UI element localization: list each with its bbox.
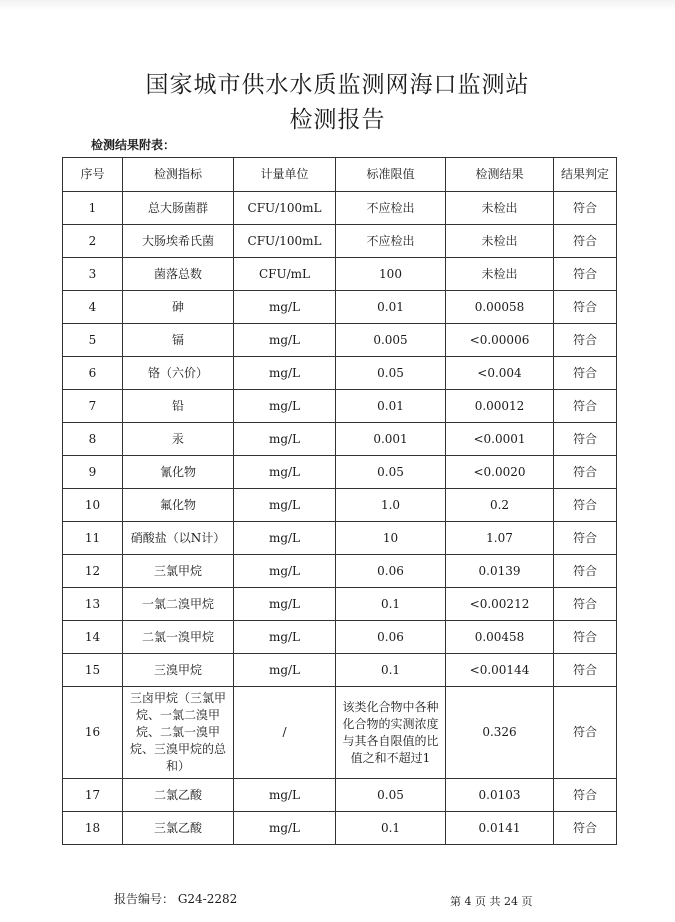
table-row bbox=[63, 456, 617, 489]
cell-unit: mg/L bbox=[234, 621, 336, 654]
cell-result: 0.0103 bbox=[446, 779, 554, 812]
cell-indicator: 三卤甲烷（三氯甲烷、一氯二溴甲烷、二氯一溴甲烷、三溴甲烷的总和） bbox=[123, 687, 234, 779]
cell-result: 1.07 bbox=[446, 522, 554, 555]
cell-unit: mg/L bbox=[234, 324, 336, 357]
cell-judgement: 符合 bbox=[554, 779, 617, 812]
cell-limit: 0.01 bbox=[336, 291, 446, 324]
cell-unit: mg/L bbox=[234, 423, 336, 456]
cell-result: 0.0139 bbox=[446, 555, 554, 588]
report-subtitle: 检测报告 bbox=[289, 107, 386, 133]
table-header-row bbox=[63, 158, 617, 192]
cell-judgement: 符合 bbox=[554, 588, 617, 621]
cell-limit: 0.1 bbox=[336, 654, 446, 687]
cell-unit: CFU/mL bbox=[234, 258, 336, 291]
cell-unit: mg/L bbox=[234, 812, 336, 845]
scan-edge bbox=[0, 0, 675, 10]
cell-unit: mg/L bbox=[234, 390, 336, 423]
cell-limit: 0.01 bbox=[336, 390, 446, 423]
table-row bbox=[63, 654, 617, 687]
cell-indicator: 氟化物 bbox=[123, 489, 234, 522]
cell-index: 6 bbox=[63, 357, 123, 390]
cell-judgement: 符合 bbox=[554, 456, 617, 489]
cell-limit: 0.005 bbox=[336, 324, 446, 357]
cell-index: 10 bbox=[63, 489, 123, 522]
table-row bbox=[63, 812, 617, 845]
cell-indicator: 氰化物 bbox=[123, 456, 234, 489]
cell-unit: mg/L bbox=[234, 456, 336, 489]
cell-result: <0.00006 bbox=[446, 324, 554, 357]
cell-index: 9 bbox=[63, 456, 123, 489]
cell-index: 12 bbox=[63, 555, 123, 588]
cell-result: 0.00012 bbox=[446, 390, 554, 423]
cell-indicator: 二氯一溴甲烷 bbox=[123, 621, 234, 654]
cell-index: 3 bbox=[63, 258, 123, 291]
cell-result: 0.2 bbox=[446, 489, 554, 522]
cell-limit: 不应检出 bbox=[336, 225, 446, 258]
cell-unit: mg/L bbox=[234, 357, 336, 390]
cell-result: 0.00458 bbox=[446, 621, 554, 654]
cell-judgement: 符合 bbox=[554, 654, 617, 687]
cell-result: 未检出 bbox=[446, 225, 554, 258]
cell-limit: 0.05 bbox=[336, 779, 446, 812]
table-caption: 检测结果附表： bbox=[91, 138, 176, 152]
cell-index: 16 bbox=[63, 687, 123, 779]
cell-index: 1 bbox=[63, 192, 123, 225]
cell-result: 0.326 bbox=[446, 687, 554, 779]
cell-index: 7 bbox=[63, 390, 123, 423]
table-row bbox=[63, 390, 617, 423]
cell-judgement: 符合 bbox=[554, 687, 617, 779]
cell-unit: mg/L bbox=[234, 555, 336, 588]
cell-limit: 0.001 bbox=[336, 423, 446, 456]
cell-unit: mg/L bbox=[234, 588, 336, 621]
cell-judgement: 符合 bbox=[554, 489, 617, 522]
cell-indicator: 砷 bbox=[123, 291, 234, 324]
cell-indicator: 硝酸盐（以N计） bbox=[123, 522, 234, 555]
table-row bbox=[63, 324, 617, 357]
cell-indicator: 三氯乙酸 bbox=[123, 812, 234, 845]
cell-index: 2 bbox=[63, 225, 123, 258]
cell-unit: CFU/100mL bbox=[234, 192, 336, 225]
table-row bbox=[63, 225, 617, 258]
table-row bbox=[63, 588, 617, 621]
report-title: 国家城市供水水质监测网海口监测站 bbox=[145, 72, 530, 98]
table-row bbox=[63, 779, 617, 812]
table-row bbox=[63, 291, 617, 324]
cell-result: <0.0001 bbox=[446, 423, 554, 456]
cell-index: 14 bbox=[63, 621, 123, 654]
cell-unit: / bbox=[234, 687, 336, 779]
cell-unit: mg/L bbox=[234, 779, 336, 812]
table-row bbox=[63, 621, 617, 654]
cell-index: 11 bbox=[63, 522, 123, 555]
cell-result: 0.00058 bbox=[446, 291, 554, 324]
cell-limit: 0.1 bbox=[336, 812, 446, 845]
cell-judgement: 符合 bbox=[554, 555, 617, 588]
header-limit: 标准限值 bbox=[336, 158, 446, 192]
cell-indicator: 三溴甲烷 bbox=[123, 654, 234, 687]
cell-judgement: 符合 bbox=[554, 357, 617, 390]
header-judgement: 结果判定 bbox=[554, 158, 617, 192]
table-row bbox=[63, 687, 617, 779]
cell-result: 0.0141 bbox=[446, 812, 554, 845]
cell-indicator: 三氯甲烷 bbox=[123, 555, 234, 588]
table-row bbox=[63, 522, 617, 555]
cell-limit: 0.05 bbox=[336, 357, 446, 390]
cell-judgement: 符合 bbox=[554, 812, 617, 845]
cell-limit: 0.06 bbox=[336, 555, 446, 588]
page-indicator: 第 4 页 共 24 页 bbox=[450, 895, 533, 908]
cell-indicator: 铅 bbox=[123, 390, 234, 423]
cell-index: 8 bbox=[63, 423, 123, 456]
cell-judgement: 符合 bbox=[554, 291, 617, 324]
table-row bbox=[63, 555, 617, 588]
cell-result: <0.00212 bbox=[446, 588, 554, 621]
cell-unit: mg/L bbox=[234, 522, 336, 555]
cell-indicator: 大肠埃希氏菌 bbox=[123, 225, 234, 258]
cell-limit: 100 bbox=[336, 258, 446, 291]
cell-limit: 不应检出 bbox=[336, 192, 446, 225]
header-indicator: 检测指标 bbox=[123, 158, 234, 192]
cell-result: <0.0020 bbox=[446, 456, 554, 489]
cell-indicator: 铬（六价） bbox=[123, 357, 234, 390]
cell-judgement: 符合 bbox=[554, 192, 617, 225]
header-result: 检测结果 bbox=[446, 158, 554, 192]
cell-judgement: 符合 bbox=[554, 621, 617, 654]
cell-index: 15 bbox=[63, 654, 123, 687]
header-unit: 计量单位 bbox=[234, 158, 336, 192]
cell-judgement: 符合 bbox=[554, 324, 617, 357]
cell-unit: mg/L bbox=[234, 654, 336, 687]
cell-indicator: 菌落总数 bbox=[123, 258, 234, 291]
cell-unit: CFU/100mL bbox=[234, 225, 336, 258]
table-row bbox=[63, 357, 617, 390]
cell-index: 18 bbox=[63, 812, 123, 845]
cell-indicator: 总大肠菌群 bbox=[123, 192, 234, 225]
cell-limit: 1.0 bbox=[336, 489, 446, 522]
cell-indicator: 一氯二溴甲烷 bbox=[123, 588, 234, 621]
cell-indicator: 二氯乙酸 bbox=[123, 779, 234, 812]
table-row bbox=[63, 258, 617, 291]
cell-unit: mg/L bbox=[234, 291, 336, 324]
cell-indicator: 镉 bbox=[123, 324, 234, 357]
cell-limit: 该类化合物中各种化合物的实测浓度与其各自限值的比值之和不超过1 bbox=[336, 687, 446, 779]
cell-result: <0.004 bbox=[446, 357, 554, 390]
cell-limit: 10 bbox=[336, 522, 446, 555]
cell-limit: 0.05 bbox=[336, 456, 446, 489]
report-number: 报告编号： G24-2282 bbox=[114, 892, 238, 906]
cell-index: 13 bbox=[63, 588, 123, 621]
header-index: 序号 bbox=[63, 158, 123, 192]
cell-judgement: 符合 bbox=[554, 522, 617, 555]
results-table bbox=[62, 157, 617, 845]
table-row bbox=[63, 489, 617, 522]
cell-limit: 0.06 bbox=[336, 621, 446, 654]
cell-judgement: 符合 bbox=[554, 258, 617, 291]
cell-index: 4 bbox=[63, 291, 123, 324]
cell-result: 未检出 bbox=[446, 258, 554, 291]
cell-judgement: 符合 bbox=[554, 390, 617, 423]
cell-result: 未检出 bbox=[446, 192, 554, 225]
cell-limit: 0.1 bbox=[336, 588, 446, 621]
cell-result: <0.00144 bbox=[446, 654, 554, 687]
cell-judgement: 符合 bbox=[554, 423, 617, 456]
cell-judgement: 符合 bbox=[554, 225, 617, 258]
table-row bbox=[63, 423, 617, 456]
cell-index: 5 bbox=[63, 324, 123, 357]
table-row bbox=[63, 192, 617, 225]
cell-index: 17 bbox=[63, 779, 123, 812]
cell-unit: mg/L bbox=[234, 489, 336, 522]
cell-indicator: 汞 bbox=[123, 423, 234, 456]
